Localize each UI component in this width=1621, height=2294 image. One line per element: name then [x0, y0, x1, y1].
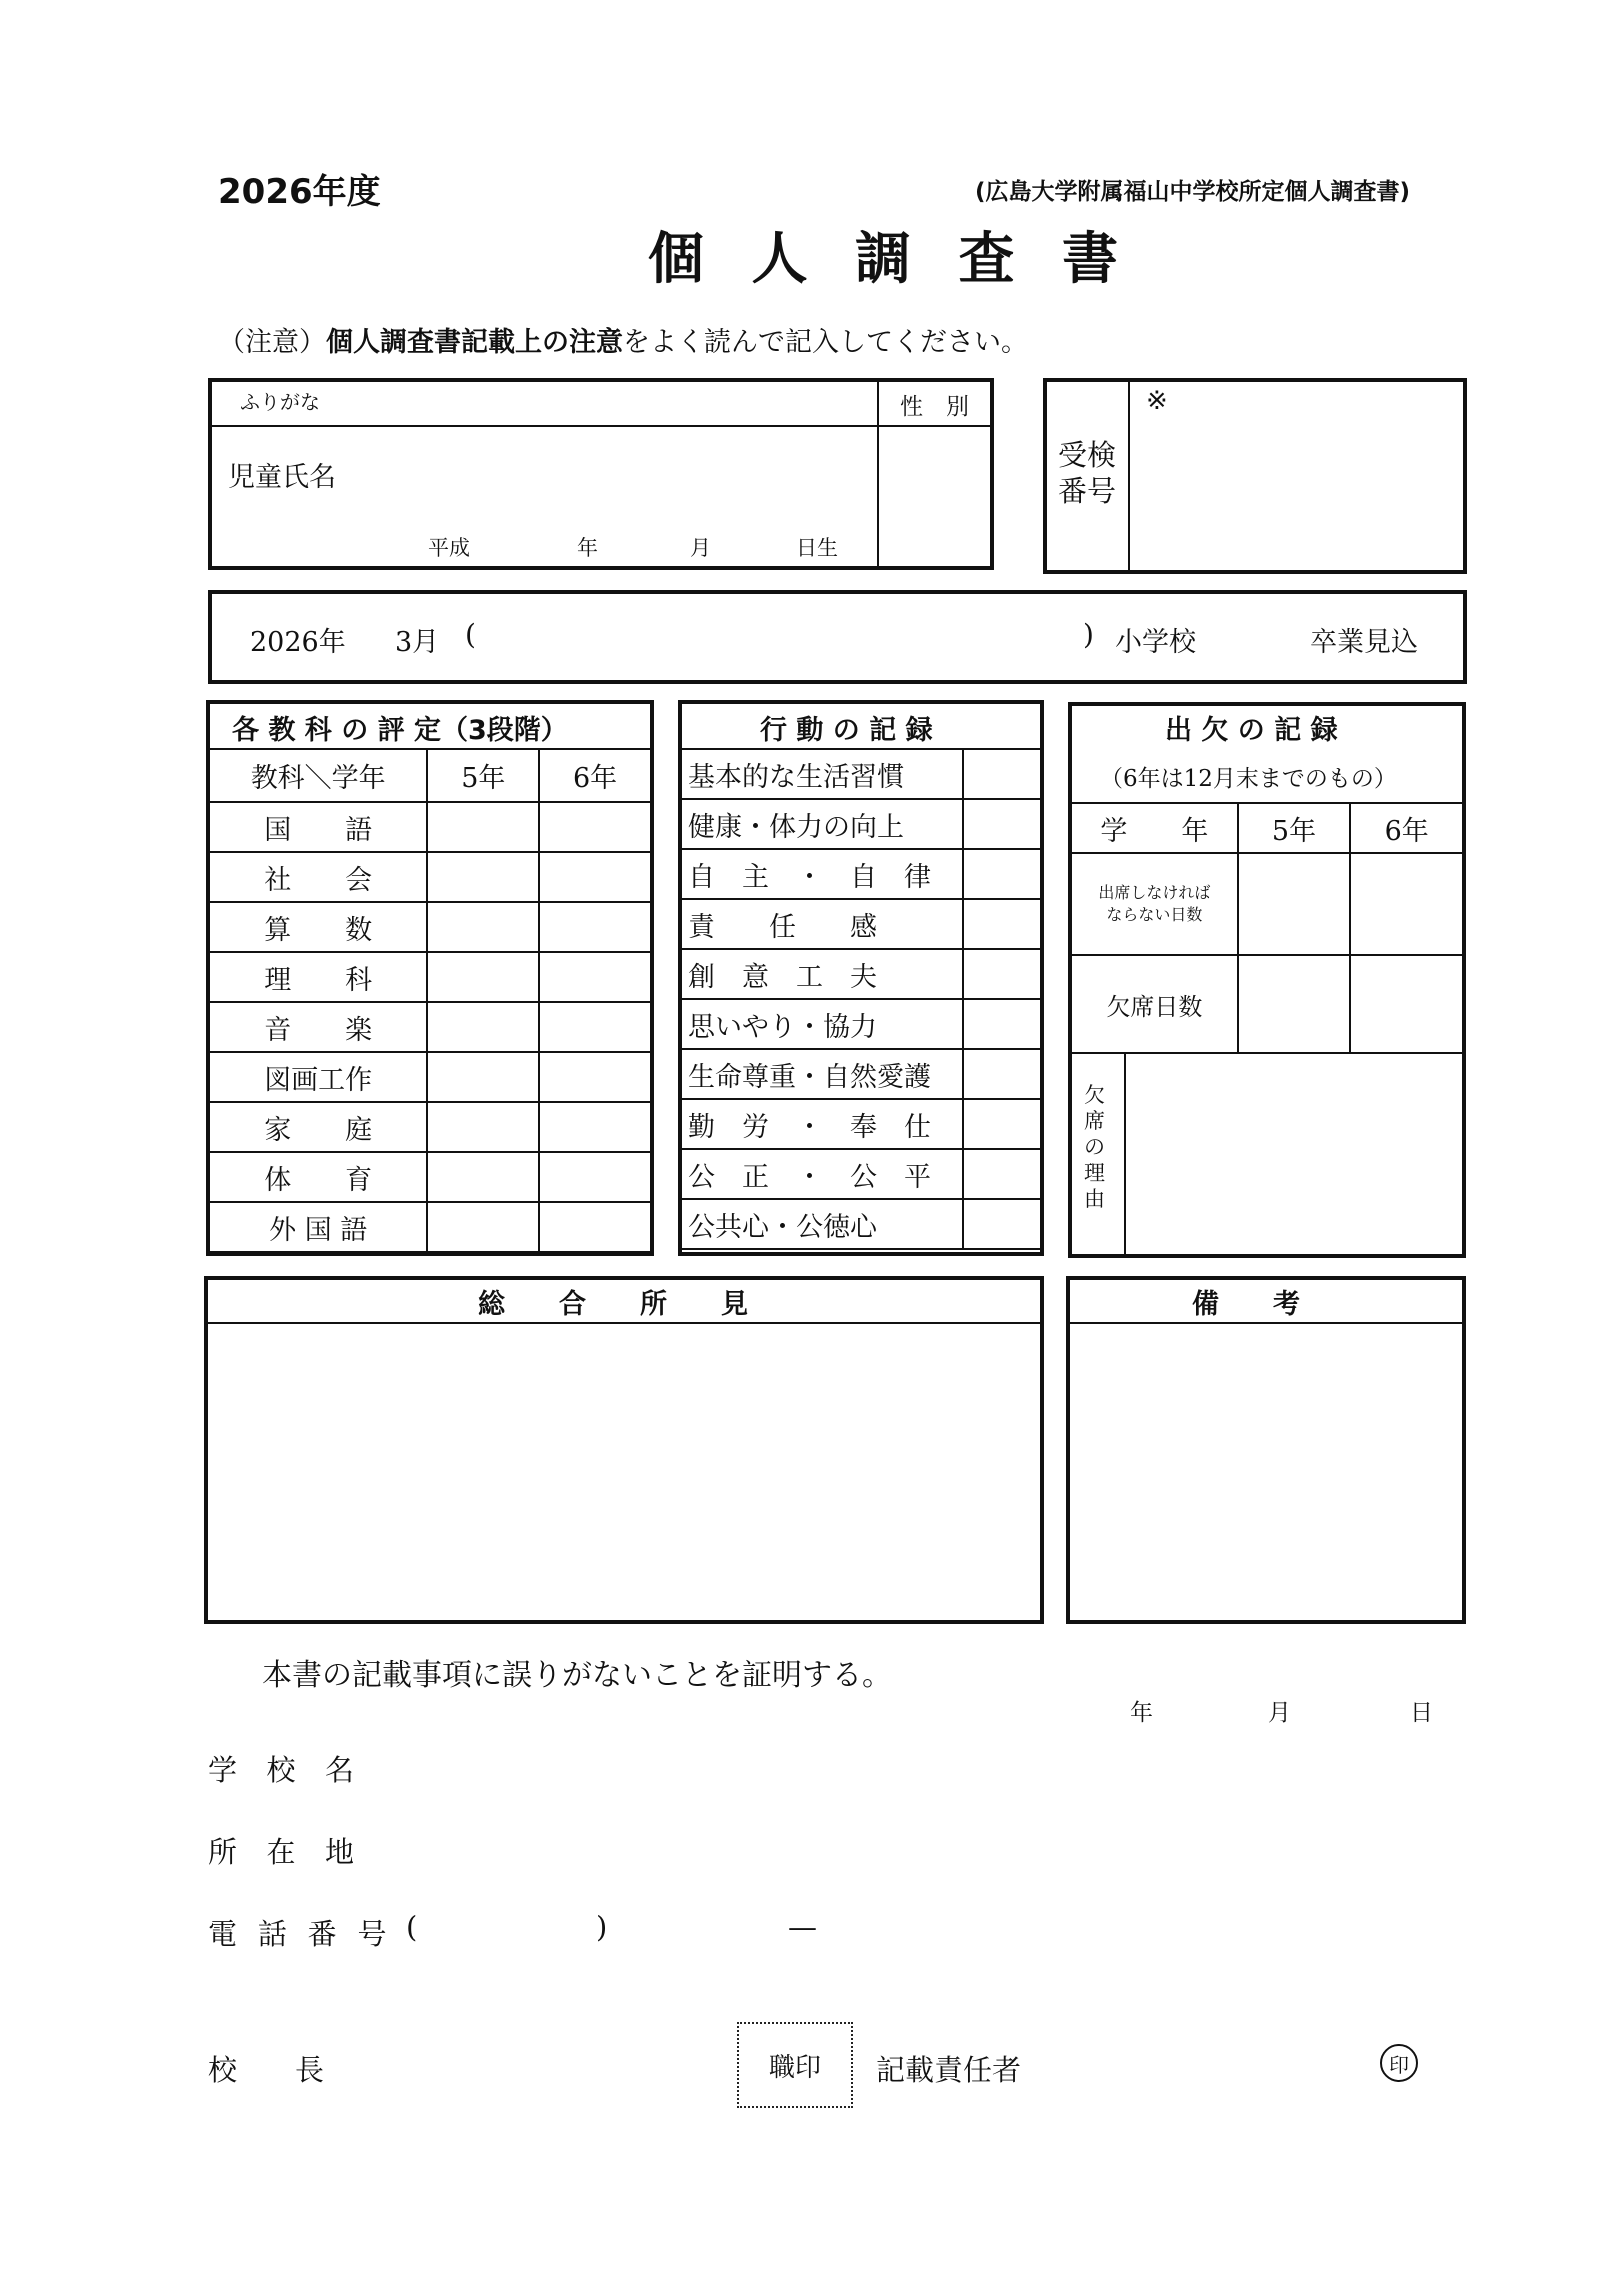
grade-cell[interactable]	[427, 952, 539, 1002]
phone-label: 電 話 番 号	[208, 1917, 393, 1951]
attendance-required-line1: 出席しなければ	[1098, 883, 1211, 902]
remarks-input[interactable]	[1074, 1328, 1458, 1616]
cert-school-name-input[interactable]	[400, 1740, 1300, 1790]
behavior-cell[interactable]	[963, 799, 1041, 849]
name-label: 児童氏名	[228, 462, 336, 493]
attendance-absent-days: 欠席日数	[1071, 955, 1238, 1053]
grade-cell[interactable]	[539, 1002, 651, 1052]
principal-name-input[interactable]	[350, 2040, 730, 2090]
behavior-item: 自 主 ・ 自 律	[681, 849, 963, 899]
remarks-title: 備 考	[1192, 1289, 1300, 1320]
seal-mark	[1380, 2044, 1418, 2082]
behavior-cell[interactable]	[963, 1149, 1041, 1199]
phone-dash: —	[788, 1910, 817, 1944]
exam-number-label-line1: 受検	[1058, 438, 1117, 472]
attendance-col-year: 学 年	[1071, 803, 1238, 853]
behavior-item: 責 任 感	[681, 899, 963, 949]
grade-cell[interactable]	[427, 1202, 539, 1252]
grade-cell[interactable]	[427, 1002, 539, 1052]
attendance-subtitle: （6年は12月末までのもの）	[1100, 766, 1397, 792]
graduation-status: 卒業見込	[1310, 627, 1418, 658]
subject-label: 体 育	[209, 1152, 427, 1202]
writer-label: 記載責任者	[876, 2053, 1022, 2087]
absence-reason-input[interactable]	[1130, 1058, 1458, 1252]
grade-cell[interactable]	[427, 852, 539, 902]
grade-cell[interactable]	[427, 1102, 539, 1152]
attendance-cell[interactable]	[1350, 853, 1463, 955]
behavior-cell[interactable]	[963, 1099, 1041, 1149]
official-seal-label: 職印	[768, 2052, 821, 2083]
seal-mark-label: 印	[1389, 2052, 1409, 2077]
behavior-item: 勤 労 ・ 奉 仕	[681, 1099, 963, 1149]
behavior-table	[680, 748, 1042, 1250]
overall-divider	[204, 1322, 1044, 1324]
behavior-cell[interactable]	[963, 849, 1041, 899]
phone-area-input[interactable]	[430, 1904, 590, 1950]
subject-label: 算 数	[209, 902, 427, 952]
grade-cell[interactable]	[427, 1052, 539, 1102]
notice	[218, 320, 1028, 359]
grades-col-subject: 教科＼学年	[209, 749, 427, 802]
graduation-year: 2026年	[250, 627, 346, 658]
attendance-cell[interactable]	[1350, 955, 1463, 1053]
attendance-cell[interactable]	[1238, 955, 1351, 1053]
furigana-input[interactable]	[380, 382, 870, 422]
cert-date-day: 日	[1410, 1700, 1433, 1726]
birth-day-unit: 日生	[796, 536, 838, 560]
form-name: (広島大学附属福山中学校所定個人調査書)	[975, 179, 1411, 205]
principal-label: 校 長	[208, 2053, 325, 2087]
behavior-cell[interactable]	[963, 999, 1041, 1049]
attendance-required-days	[1071, 853, 1238, 955]
official-seal-box	[737, 2022, 853, 2108]
subject-label: 外 国 語	[209, 1202, 427, 1252]
school-open-paren: (	[465, 618, 476, 651]
cert-date-year: 年	[1130, 1700, 1153, 1726]
attendance-col-6: 6年	[1350, 803, 1463, 853]
behavior-item: 公共心・公徳心	[681, 1199, 963, 1249]
behavior-cell[interactable]	[963, 749, 1041, 799]
school-close-paren: )	[1083, 618, 1094, 651]
subject-label: 国 語	[209, 802, 427, 852]
subject-label: 理 科	[209, 952, 427, 1002]
behavior-item: 創 意 工 夫	[681, 949, 963, 999]
name-input[interactable]	[360, 432, 870, 522]
grade-cell[interactable]	[539, 1152, 651, 1202]
grades-table	[208, 748, 652, 1253]
writer-name-input[interactable]	[1040, 2040, 1370, 2090]
behavior-item: 生命尊重・自然愛護	[681, 1049, 963, 1099]
grades-col-6: 6年	[539, 749, 651, 802]
birth-month-unit: 月	[690, 536, 711, 560]
phone-number-input[interactable]	[640, 1904, 1240, 1950]
behavior-item: 基本的な生活習慣	[681, 749, 963, 799]
behavior-cell[interactable]	[963, 949, 1041, 999]
grade-cell[interactable]	[539, 902, 651, 952]
address-label: 所 在 地	[208, 1835, 365, 1869]
subject-label: 音 楽	[209, 1002, 427, 1052]
remarks-divider	[1066, 1322, 1466, 1324]
absence-reason-label: 欠席の理由	[1084, 1083, 1105, 1211]
overall-input[interactable]	[212, 1328, 1036, 1616]
grade-cell[interactable]	[539, 1052, 651, 1102]
absence-reason-divider	[1124, 1052, 1126, 1256]
exam-number-mark: ※	[1146, 386, 1168, 416]
address-input[interactable]	[400, 1822, 1300, 1872]
page-title: 個 人 調 査 書	[648, 227, 1132, 292]
attendance-title: 出 欠 の 記 録	[1165, 715, 1338, 746]
gender-divider	[877, 378, 879, 570]
attendance-cell[interactable]	[1238, 853, 1351, 955]
grades-col-5: 5年	[427, 749, 539, 802]
cert-date-month: 月	[1268, 1700, 1291, 1726]
furigana-label: ふりがな	[240, 390, 320, 414]
behavior-item: 公 正 ・ 公 平	[681, 1149, 963, 1199]
grade-cell[interactable]	[539, 1202, 651, 1252]
subject-label: 家 庭	[209, 1102, 427, 1152]
behavior-cell[interactable]	[963, 899, 1041, 949]
notice-suffix: をよく読んで記入してください。	[623, 327, 1028, 358]
behavior-item: 思いやり・協力	[681, 999, 963, 1049]
exam-number-divider	[1128, 378, 1130, 574]
grade-cell[interactable]	[427, 902, 539, 952]
grades-title: 各 教 科 の 評 定（3段階）	[232, 715, 568, 746]
grade-cell[interactable]	[427, 1152, 539, 1202]
phone-close-paren: )	[596, 1910, 608, 1944]
notice-prefix: （注意）	[218, 327, 326, 358]
grade-cell[interactable]	[427, 802, 539, 852]
behavior-cell[interactable]	[963, 1049, 1041, 1099]
gender-label: 性 別	[900, 394, 969, 420]
school-name-input[interactable]	[490, 608, 1070, 664]
grade-cell[interactable]	[539, 852, 651, 902]
phone-open-paren: (	[406, 1910, 418, 1944]
year-label: 2026年度	[218, 172, 381, 212]
attendance-required-line2: ならない日数	[1106, 905, 1203, 924]
behavior-item: 健康・体力の向上	[681, 799, 963, 849]
exam-number-label	[1058, 437, 1116, 509]
notice-bold: 個人調査書記載上の注意	[326, 327, 623, 358]
grade-cell[interactable]	[539, 1102, 651, 1152]
birth-year-unit: 年	[577, 536, 598, 560]
school-name-label: 学 校 名	[208, 1753, 365, 1787]
school-type: 小学校	[1115, 627, 1196, 658]
graduation-month: 3月	[395, 627, 440, 658]
behavior-title: 行 動 の 記 録	[760, 715, 933, 746]
subject-label: 社 会	[209, 852, 427, 902]
certification-statement: 本書の記載事項に誤りがないことを証明する。	[262, 1658, 892, 1693]
subject-label: 図画工作	[209, 1052, 427, 1102]
grade-cell[interactable]	[539, 952, 651, 1002]
grade-cell[interactable]	[539, 802, 651, 852]
exam-number-label-line2: 番号	[1058, 474, 1117, 508]
attendance-col-5: 5年	[1238, 803, 1351, 853]
overall-title: 総 合 所 見	[478, 1289, 748, 1320]
attendance-table	[1070, 802, 1464, 1054]
gender-input[interactable]	[880, 430, 990, 566]
birth-era: 平成	[428, 536, 470, 560]
behavior-cell[interactable]	[963, 1199, 1041, 1249]
